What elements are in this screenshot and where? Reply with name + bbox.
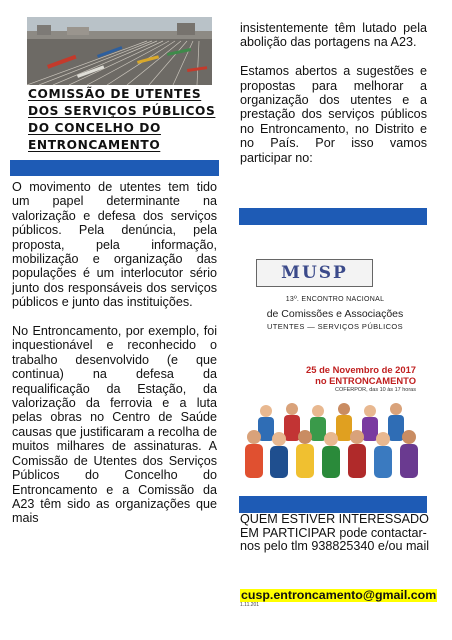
- left-paragraph-2: No Entroncamento, por exemplo, foi inquestionável e reconhecido o trabalho desenvolvido (e que continua) na defesa da requalificação da Estação, da valorização da ferrovia e a luta pelas obras no Centro de Saúde causas que justificaram a recolha de muitos milhares de assinaturas. A Comissão de Utentes dos Serviços Públicos do Concelho do Entroncamento e a Comissão da A23 têm sido as organizações que mais: [12, 324, 217, 526]
- divider-bar-right-top: [239, 208, 427, 225]
- right-paragraph-2: Estamos abertos a sugestões e propostas para melhorar a organização dos utentes e a prestação dos serviços públicos no Entroncamento, no Distrito e no País. Por isso vamos participar no:: [240, 64, 427, 165]
- contact-text: QUEM ESTIVER INTERESSADO EM PARTICIPAR pode contactar-nos pelo tlm 938825340 e/ou mail: [240, 512, 430, 554]
- divider-bar-right-bottom: [239, 496, 427, 513]
- event-title-line-3: UTENTES — SERVIÇOS PÚBLICOS: [266, 322, 404, 331]
- org-title-line-3: DO CONCELHO DO: [28, 121, 161, 135]
- org-title-line-4: ENTRONCAMENTO: [28, 138, 161, 152]
- organization-title: [28, 86, 216, 154]
- railway-yard-photo: [27, 17, 212, 85]
- event-place: no ENTRONCAMENTO: [315, 375, 416, 386]
- event-title-line-1: 13º. ENCONTRO NACIONAL: [285, 296, 385, 303]
- people-group-illustration: [244, 397, 424, 481]
- event-venue: COFERPOR, das 10 às 17 horas: [334, 387, 416, 393]
- right-column-text: [240, 21, 427, 165]
- musp-logo-text: MUSP: [281, 263, 348, 283]
- musp-logo: [256, 259, 373, 287]
- right-paragraph-1: insistentemente têm lutado pela abolição das portagens na A23.: [240, 21, 427, 50]
- event-date: 25 de Novembro de 2017: [306, 364, 416, 375]
- footer-code: 1.11.201: [240, 602, 260, 608]
- divider-bar-left: [10, 160, 219, 176]
- org-title-line-2: DOS SERVIÇOS PÚBLICOS: [28, 104, 216, 118]
- event-title-line-2: de Comissões e Associações: [266, 308, 404, 320]
- person-figures: [245, 403, 418, 478]
- contact-email[interactable]: cusp.entroncamento@gmail.com: [241, 588, 437, 602]
- left-paragraph-1: O movimento de utentes tem tido um papel determinante na valorização e defesa dos serviços públicos. Pela denúncia, pela proposta, pela informação, mobilização e organização das populações é um interlocutor sério junto dos responsáveis dos serviços públicos e junto das instituições.: [12, 180, 217, 310]
- org-title-line-1: COMISSÃO DE UTENTES: [28, 87, 202, 101]
- left-column-text: [12, 180, 217, 526]
